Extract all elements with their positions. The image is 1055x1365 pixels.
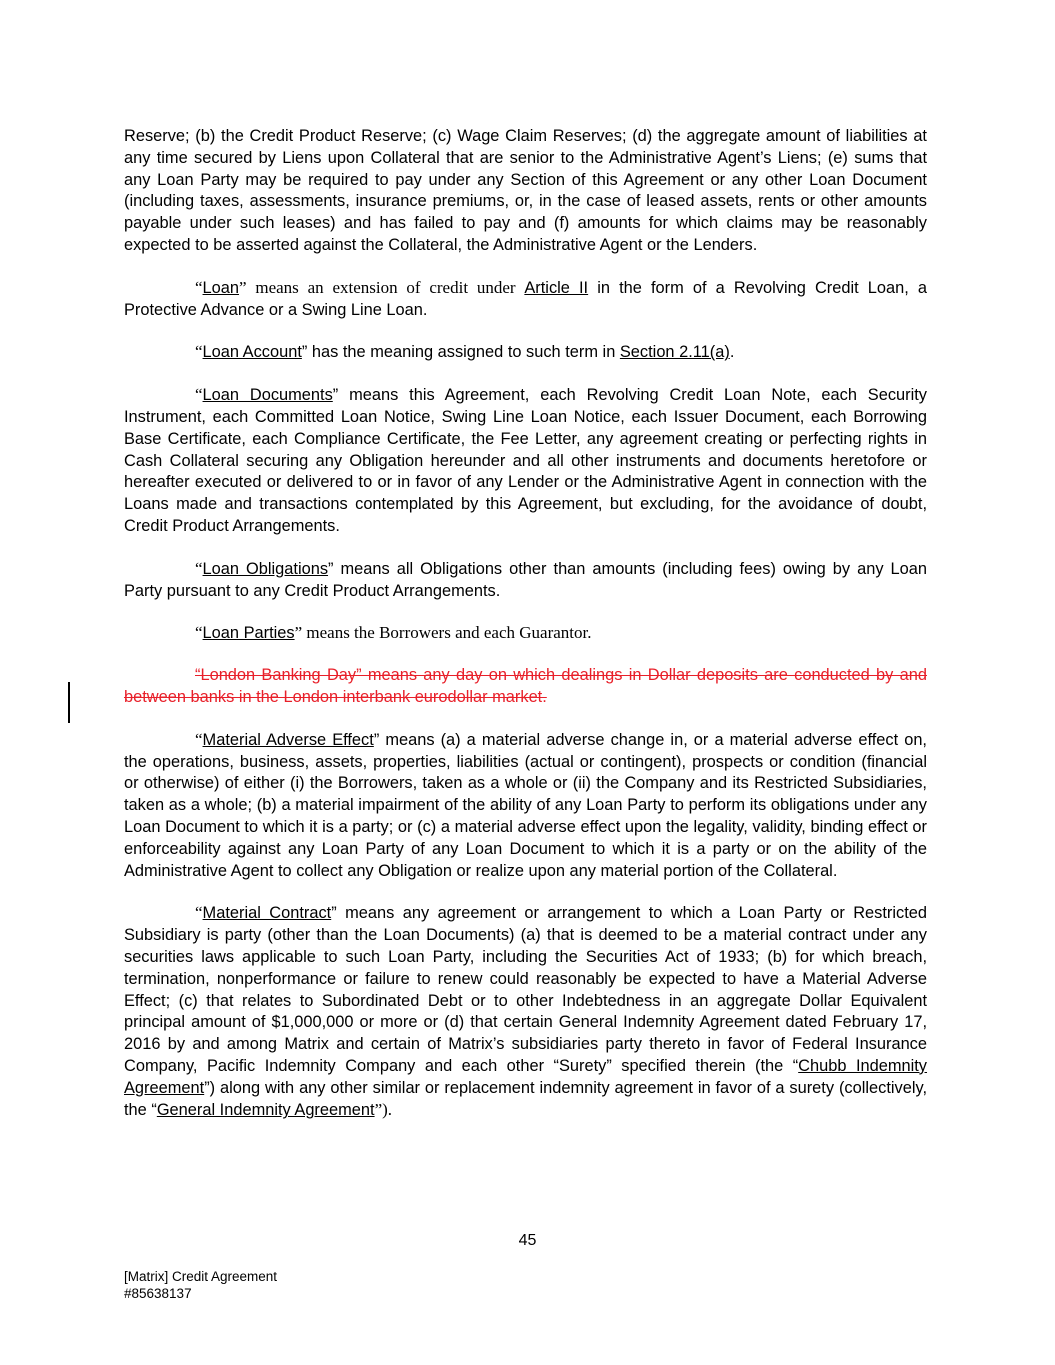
defined-term: Loan Account bbox=[202, 343, 302, 362]
document-body bbox=[124, 126, 927, 1142]
definition-loan-parties: “Loan Parties” means the Borrowers and each Guarantor. bbox=[195, 623, 592, 643]
revision-change-bar bbox=[68, 682, 70, 723]
definition-material-contract: “Material Contract” means any agreement or arrangement to which a Loan Party or Restricted Subsidiary is party (other than the Loan Documents) (a) that is deemed to be a material contract under any securities laws applicable to such Loan Party, including the Securities Act of 1933; (b) for which breach, termination, nonperformance or failure to renew could reasonably be expected to have a Material Adverse Effect; (c) that relates to Subordinated Debt or to other Indebtedness in an aggregate Dollar Equivalent principal amount of $1,000,000 or more or (d) that certain General Indemnity Agreement dated February 17, 2016 by and among Matrix and certain of Matrix’s subsidiaries party thereto in favor of Federal Insurance Company, Pacific Indemnity Company and each other “Surety” specified therein (the “Chubb Indemnity Agreement”) along with any other similar or replacement indemnity agreement in favor of a surety (collectively, the “General Indemnity Agreement”). bbox=[124, 903, 928, 1120]
defined-term: General Indemnity Agreement bbox=[156, 1101, 375, 1120]
defined-term: Loan Obligations bbox=[202, 559, 329, 578]
cross-reference: Article II bbox=[524, 278, 589, 297]
defined-term: Loan bbox=[202, 278, 240, 297]
definition-loan-documents: “Loan Documents” means this Agreement, each Revolving Credit Loan Note, each Security Instrument, each Committed Loan Notice, Swing Line Loan Notice, each Issuer Document, each Borrowing Base Certificate, each Compliance Certificate, the Fee Letter, any agreement creating or perfecting rights in Cash Collateral securing any Obligation hereunder and all other instruments and documents heretofore or hereafter executed or delivered to or in favor of any Lender or the Administrative Agent in connection with the Loans made and transactions contemplated by this Agreement, but excluding, for the avoidance of doubt, Credit Product Arrangements. bbox=[124, 385, 927, 535]
definition-loan-account: “Loan Account” has the meaning assigned to such term in Section 2.11(a). bbox=[195, 342, 735, 362]
defined-term: Loan Parties bbox=[202, 624, 295, 643]
definition-loan: “Loan” means an extension of credit under Article II in the form of a Revolving Credit Loan, a Protective Advance or a Swing Line Loan. bbox=[124, 277, 928, 319]
definition-loan-obligations: “Loan Obligations” means all Obligations other than amounts (including fees) owing by any Loan Party pursuant to any Credit Product Arrangements. bbox=[124, 558, 927, 600]
deleted-definition-london-banking-day: “London Banking Day” means any day on which dealings in Dollar deposits are conducted by and between banks in the London interbank eurodollar market. bbox=[124, 666, 927, 706]
footer-doc-id: #85638137 bbox=[124, 1286, 192, 1301]
defined-term: Loan Documents bbox=[202, 386, 333, 405]
defined-term: Material Adverse Effect bbox=[202, 730, 374, 749]
footer-title: [Matrix] Credit Agreement bbox=[124, 1269, 278, 1284]
document-footer bbox=[124, 1268, 277, 1302]
defined-term: Chubb Indemnity Agreement bbox=[124, 1056, 928, 1097]
defined-term: Material Contract bbox=[202, 904, 332, 923]
page-number: 45 bbox=[518, 1232, 537, 1249]
continuation-paragraph: Reserve; (b) the Credit Product Reserve; (c) Wage Claim Reserves; (d) the aggregate amount of liabilities at any time secured by Liens upon Collateral that are senior to the Administrative Agent’s Liens; (e) sums that any Loan Party may be required to pay under any Section of this Agreement or any other Loan Document (including taxes, assessments, insurance premiums, or, in the case of leased assets, rents or other amounts payable under such leases) and has failed to pay and (f) amounts for which claims may be reasonably expected to be asserted against the Collateral, the Administrative Agent or the Lenders. bbox=[124, 127, 927, 254]
definition-material-adverse-effect: “Material Adverse Effect” means (a) a material adverse change in, or a material adverse effect on, the operations, business, assets, properties, liabilities (actual or contingent), prospects or condition (financial or otherwise) of either (i) the Borrowers, taken as a whole or (ii) the Company and its Restricted Subsidiaries, taken as a whole; (b) a material impairment of the ability of any Loan Party to perform its obligations under any Loan Document to which it is a party; or (c) a material adverse effect upon the legality, validity, binding effect or enforceability against any Loan Party of any Loan Document to which it is a party or on the ability of the Administrative Agent to collect any Obligation or realize upon any material portion of the Collateral. bbox=[124, 729, 927, 880]
cross-reference: Section 2.11(a) bbox=[619, 343, 730, 362]
